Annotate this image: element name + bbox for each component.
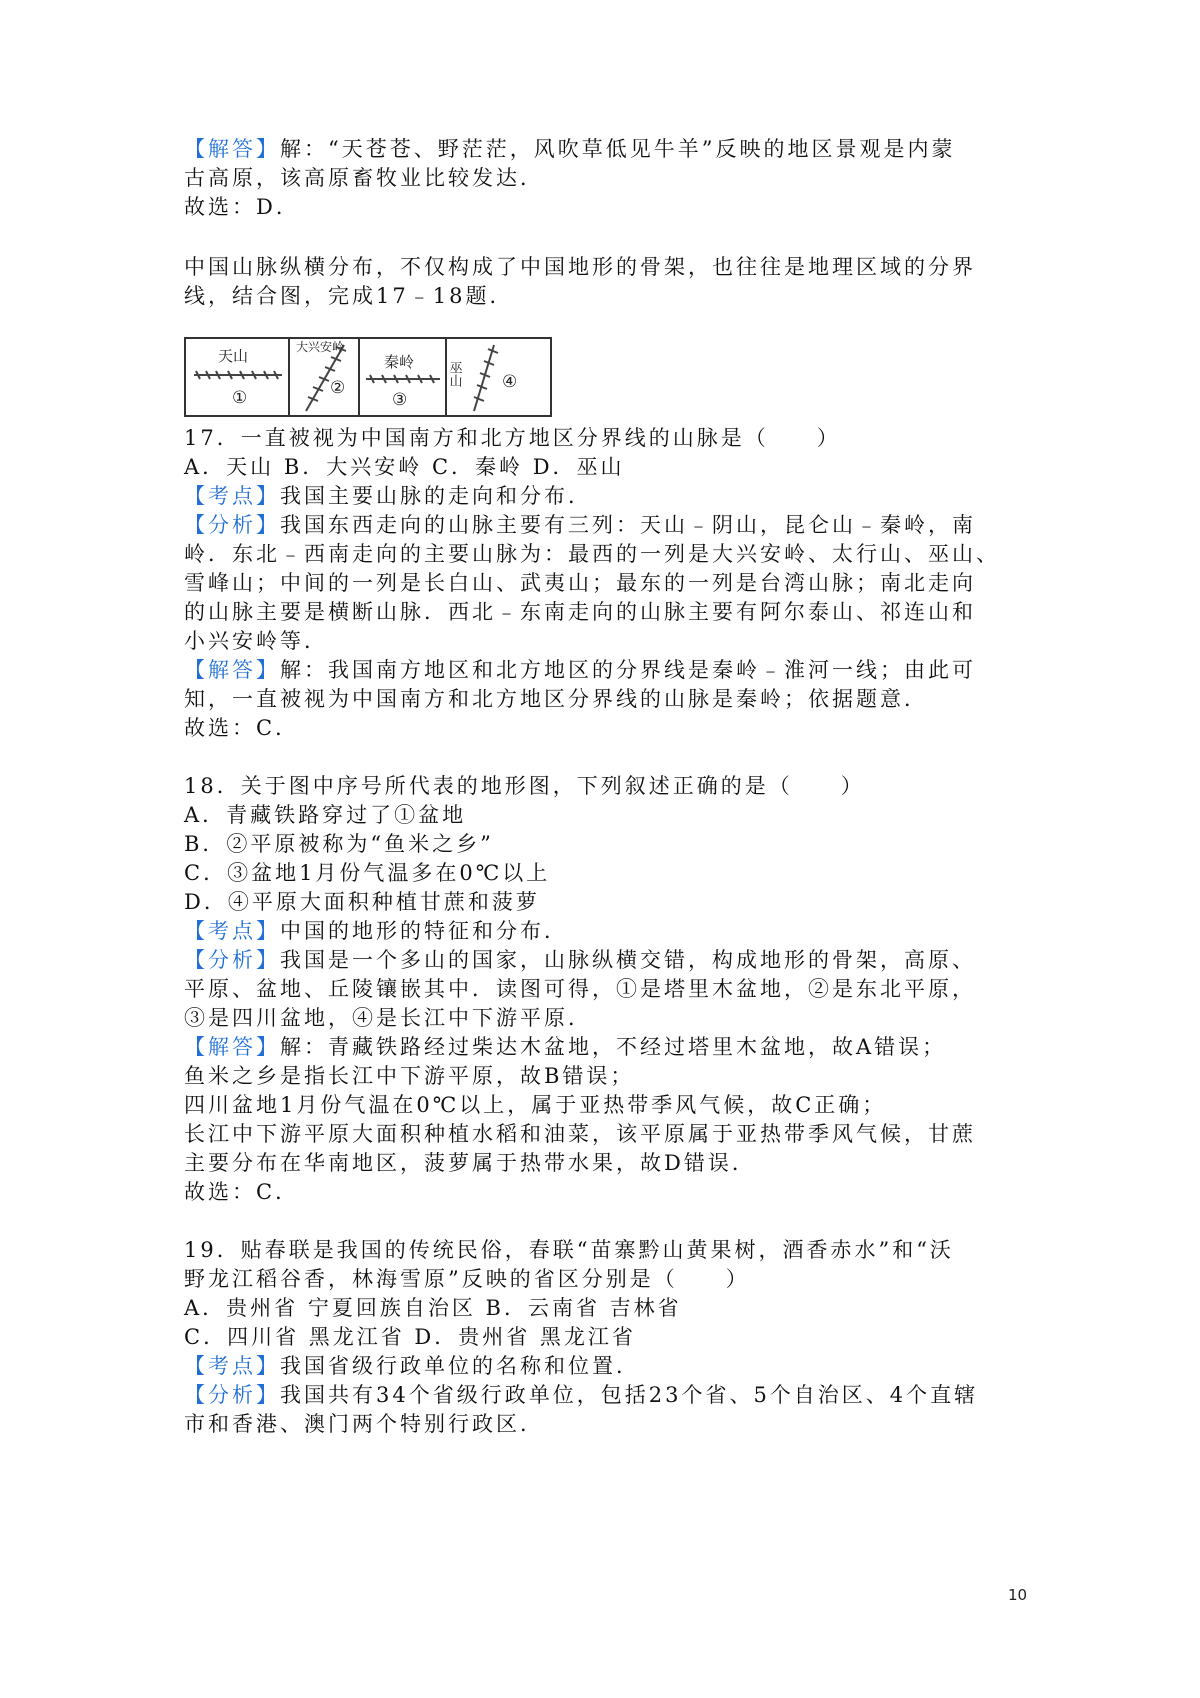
- point-tag: 【考点】: [184, 484, 280, 508]
- answer-line: 古高原，该高原畜牧业比较发达．: [184, 166, 544, 190]
- point-line: 【考点】我国省级行政单位的名称和位置．: [184, 1354, 640, 1378]
- answer-line: 【解答】解：“天苍苍、野茫茫，风吹草低见牛羊”反映的地区景观是内蒙: [184, 137, 956, 161]
- point-line: 【考点】我国主要山脉的走向和分布．: [184, 484, 592, 508]
- page-number: 10: [1008, 1586, 1028, 1604]
- panel-number: ③: [392, 390, 408, 410]
- answer-tag: 【解答】: [184, 137, 280, 161]
- analysis-line: ③是四川盆地，④是长江中下游平原．: [184, 1006, 592, 1030]
- panel-number: ②: [330, 378, 346, 398]
- analysis-line: 平原、盆地、丘陵镶嵌其中．读图可得，①是塔里木盆地，②是东北平原，: [184, 977, 976, 1001]
- panel-label: 大兴安岭: [296, 340, 345, 354]
- analysis-line: 小兴安岭等．: [184, 629, 328, 653]
- intro-line: 中国山脉纵横分布，不仅构成了中国地形的骨架，也往往是地理区域的分界: [184, 255, 976, 279]
- intro-line: 线，结合图，完成17﹣18题．: [184, 284, 514, 308]
- panel-label: 秦岭: [384, 353, 415, 371]
- analysis-line: 的山脉主要是横断山脉．西北﹣东南走向的山脉主要有阿尔泰山、祁连山和: [184, 600, 976, 624]
- point-tag: 【考点】: [184, 919, 280, 943]
- option-line: A．贵州省 宁夏回族自治区 B．云南省 吉林省: [184, 1296, 682, 1320]
- answer-line: 【解答】解：我国南方地区和北方地区的分界线是秦岭﹣淮河一线；由此可: [184, 658, 976, 682]
- question-18-stem: 18．关于图中序号所代表的地形图，下列叙述正确的是（ ）: [184, 774, 865, 798]
- answer-line: 【解答】解：青藏铁路经过柴达木盆地，不经过塔里木盆地，故A错误；: [184, 1035, 947, 1059]
- panel-label: 天山: [218, 347, 249, 365]
- option-line: A．青藏铁路穿过了①盆地: [184, 803, 467, 827]
- analysis-line: 市和香港、澳门两个特别行政区．: [184, 1412, 544, 1436]
- choice-line: 故选：D．: [184, 195, 300, 219]
- option-line: B．②平原被称为“鱼米之乡”: [184, 832, 494, 856]
- question-19-stem: 野龙江稻谷香，林海雪原”反映的省区分别是（ ）: [184, 1267, 750, 1291]
- analysis-tag: 【分析】: [184, 513, 280, 537]
- answer-line: 鱼米之乡是指长江中下游平原，故B错误；: [184, 1064, 635, 1088]
- question-17-stem: 17．一直被视为中国南方和北方地区分界线的山脉是（ ）: [184, 426, 841, 450]
- point-line: 【考点】中国的地形的特征和分布．: [184, 919, 568, 943]
- option-line: C．四川省 黑龙江省 D．贵州省 黑龙江省: [184, 1325, 636, 1349]
- choice-line: 故选：C．: [184, 716, 300, 740]
- panel-number: ①: [232, 388, 248, 408]
- analysis-line: 雪峰山；中间的一列是长白山、武夷山；最东的一列是台湾山脉；南北走向: [184, 571, 976, 595]
- answer-line: 长江中下游平原大面积种植水稻和油菜，该平原属于亚热带季风气候，甘蔗: [184, 1122, 976, 1146]
- analysis-tag: 【分析】: [184, 1383, 280, 1407]
- choice-line: 故选：C．: [184, 1180, 300, 1204]
- answer-tag: 【解答】: [184, 1035, 280, 1059]
- analysis-line: 【分析】我国是一个多山的国家，山脉纵横交错，构成地形的骨架，高原、: [184, 948, 976, 972]
- analysis-tag: 【分析】: [184, 948, 280, 972]
- option-line: D．④平原大面积种植甘蔗和菠萝: [184, 890, 540, 914]
- point-tag: 【考点】: [184, 1354, 280, 1378]
- analysis-line: 【分析】我国共有34个省级行政单位，包括23个省、5个自治区、4个直辖: [184, 1383, 979, 1407]
- answer-line: 知，一直被视为中国南方和北方地区分界线的山脉是秦岭；依据题意．: [184, 687, 928, 711]
- analysis-line: 【分析】我国东西走向的山脉主要有三列：天山﹣阴山，昆仑山﹣秦岭，南: [184, 513, 976, 537]
- mountain-ranges-figure: [184, 337, 552, 417]
- question-17-options: A．天山 B．大兴安岭 C．秦岭 D．巫山: [184, 455, 625, 479]
- panel-label: 巫山: [446, 361, 462, 387]
- option-line: C．③盆地1月份气温多在0℃以上: [184, 861, 551, 885]
- answer-line: 主要分布在华南地区，菠萝属于热带水果，故D错误．: [184, 1151, 756, 1175]
- answer-tag: 【解答】: [184, 658, 280, 682]
- answer-line: 四川盆地1月份气温在0℃以上，属于亚热带季风气候，故C正确；: [184, 1093, 887, 1117]
- analysis-line: 岭．东北﹣西南走向的主要山脉为：最西的一列是大兴安岭、太行山、巫山、: [184, 542, 1000, 566]
- question-19-stem: 19．贴春联是我国的传统民俗，春联“苗寨黔山黄果树，酒香赤水”和“沃: [184, 1238, 954, 1262]
- panel-number: ④: [502, 372, 518, 392]
